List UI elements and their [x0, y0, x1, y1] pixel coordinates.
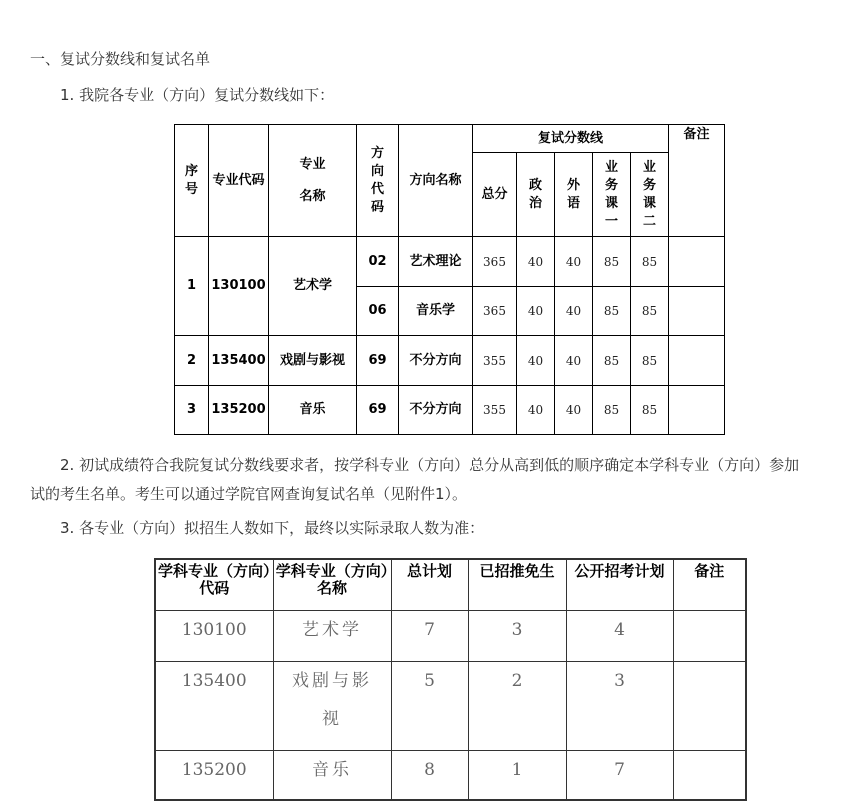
cell-foreign: 40 [555, 237, 593, 287]
cell-foreign: 40 [555, 336, 593, 386]
cell-total: 7 [391, 610, 468, 661]
cell-code: 130100 [155, 610, 273, 661]
cell-dir-name: 艺术理论 [399, 237, 473, 287]
enrollment-plan-table [154, 558, 747, 801]
cell-total: 355 [473, 386, 517, 435]
cell-code: 135200 [209, 386, 269, 435]
header-direction-code: 方向代码 [357, 125, 399, 237]
table-row [175, 386, 725, 435]
cell-code: 135200 [155, 750, 273, 800]
cell-name: 戏剧与影视 [273, 661, 391, 750]
cell-politics: 40 [517, 287, 555, 336]
scoreline-table [174, 124, 725, 435]
header-direction-name: 方向名称 [399, 125, 473, 237]
cell-politics: 40 [517, 336, 555, 386]
cell-name: 音乐 [273, 750, 391, 800]
cell-total: 365 [473, 287, 517, 336]
cell-foreign: 40 [555, 386, 593, 435]
cell-total: 5 [391, 661, 468, 750]
cell-remark [673, 750, 746, 800]
header-scoreline: 复试分数线 [473, 125, 669, 153]
cell-politics: 40 [517, 237, 555, 287]
table-row [175, 237, 725, 287]
cell-politics: 40 [517, 386, 555, 435]
header-course1: 业务课一 [593, 153, 631, 237]
cell-exempt: 1 [468, 750, 566, 800]
section-heading: 一、复试分数线和复试名单 [30, 50, 211, 68]
cell-open: 7 [566, 750, 673, 800]
header-remark: 备注 [673, 559, 746, 610]
cell-seq: 2 [175, 336, 209, 386]
cell-remark [669, 336, 725, 386]
cell-dir-name: 音乐学 [399, 287, 473, 336]
header-course2: 业务课二 [631, 153, 669, 237]
cell-seq: 3 [175, 386, 209, 435]
cell-dir-name: 不分方向 [399, 336, 473, 386]
table-row [155, 750, 746, 800]
cell-course1: 85 [593, 237, 631, 287]
cell-exempt: 3 [468, 610, 566, 661]
header-code: 学科专业（方向）代码 [155, 559, 273, 610]
paragraph-list-rule-line2: 试的考生名单。考生可以通过学院官网查询复试名单（见附件1）。 [30, 485, 468, 503]
cell-course2: 85 [631, 287, 669, 336]
table-header-row [155, 559, 746, 610]
header-exempt: 已招推免生 [468, 559, 566, 610]
cell-remark [673, 661, 746, 750]
cell-remark [669, 386, 725, 435]
cell-dir-code: 06 [357, 287, 399, 336]
header-foreign: 外语 [555, 153, 593, 237]
header-name: 学科专业（方向）名称 [273, 559, 391, 610]
cell-name: 艺术学 [273, 610, 391, 661]
header-remark: 备注 [669, 125, 725, 237]
cell-remark [669, 287, 725, 336]
cell-name: 艺术学 [269, 237, 357, 336]
cell-course1: 85 [593, 287, 631, 336]
cell-foreign: 40 [555, 287, 593, 336]
header-open-plan: 公开招考计划 [566, 559, 673, 610]
cell-course1: 85 [593, 336, 631, 386]
header-seq: 序号 [175, 125, 209, 237]
cell-dir-code: 02 [357, 237, 399, 287]
paragraph-enrollment-intro: 3. 各专业（方向）拟招生人数如下，最终以实际录取人数为准： [60, 519, 485, 537]
table-row [155, 610, 746, 661]
table-row [175, 336, 725, 386]
cell-course2: 85 [631, 336, 669, 386]
cell-total: 355 [473, 336, 517, 386]
cell-dir-code: 69 [357, 336, 399, 386]
cell-exempt: 2 [468, 661, 566, 750]
cell-course2: 85 [631, 386, 669, 435]
table-header-row [175, 125, 725, 153]
cell-code: 135400 [155, 661, 273, 750]
cell-dir-code: 69 [357, 386, 399, 435]
cell-dir-name: 不分方向 [399, 386, 473, 435]
cell-code: 135400 [209, 336, 269, 386]
cell-total: 8 [391, 750, 468, 800]
table-row [155, 661, 746, 750]
cell-remark [669, 237, 725, 287]
header-major-code: 专业代码 [209, 125, 269, 237]
header-total-plan: 总计划 [391, 559, 468, 610]
cell-total: 365 [473, 237, 517, 287]
cell-code: 130100 [209, 237, 269, 336]
paragraph-scoreline-intro: 1. 我院各专业（方向）复试分数线如下： [60, 86, 335, 104]
cell-seq: 1 [175, 237, 209, 336]
cell-course2: 85 [631, 237, 669, 287]
cell-remark [673, 610, 746, 661]
header-politics: 政治 [517, 153, 555, 237]
cell-name: 戏剧与影视 [269, 336, 357, 386]
cell-open: 4 [566, 610, 673, 661]
header-major-name: 专业 名称 [269, 125, 357, 237]
cell-open: 3 [566, 661, 673, 750]
cell-name: 音乐 [269, 386, 357, 435]
header-total: 总分 [473, 153, 517, 237]
paragraph-list-rule-line1: 2. 初试成绩符合我院复试分数线要求者，按学科专业（方向）总分从高到低的顺序确定本学科专业（方向）参加 [60, 456, 800, 474]
cell-course1: 85 [593, 386, 631, 435]
